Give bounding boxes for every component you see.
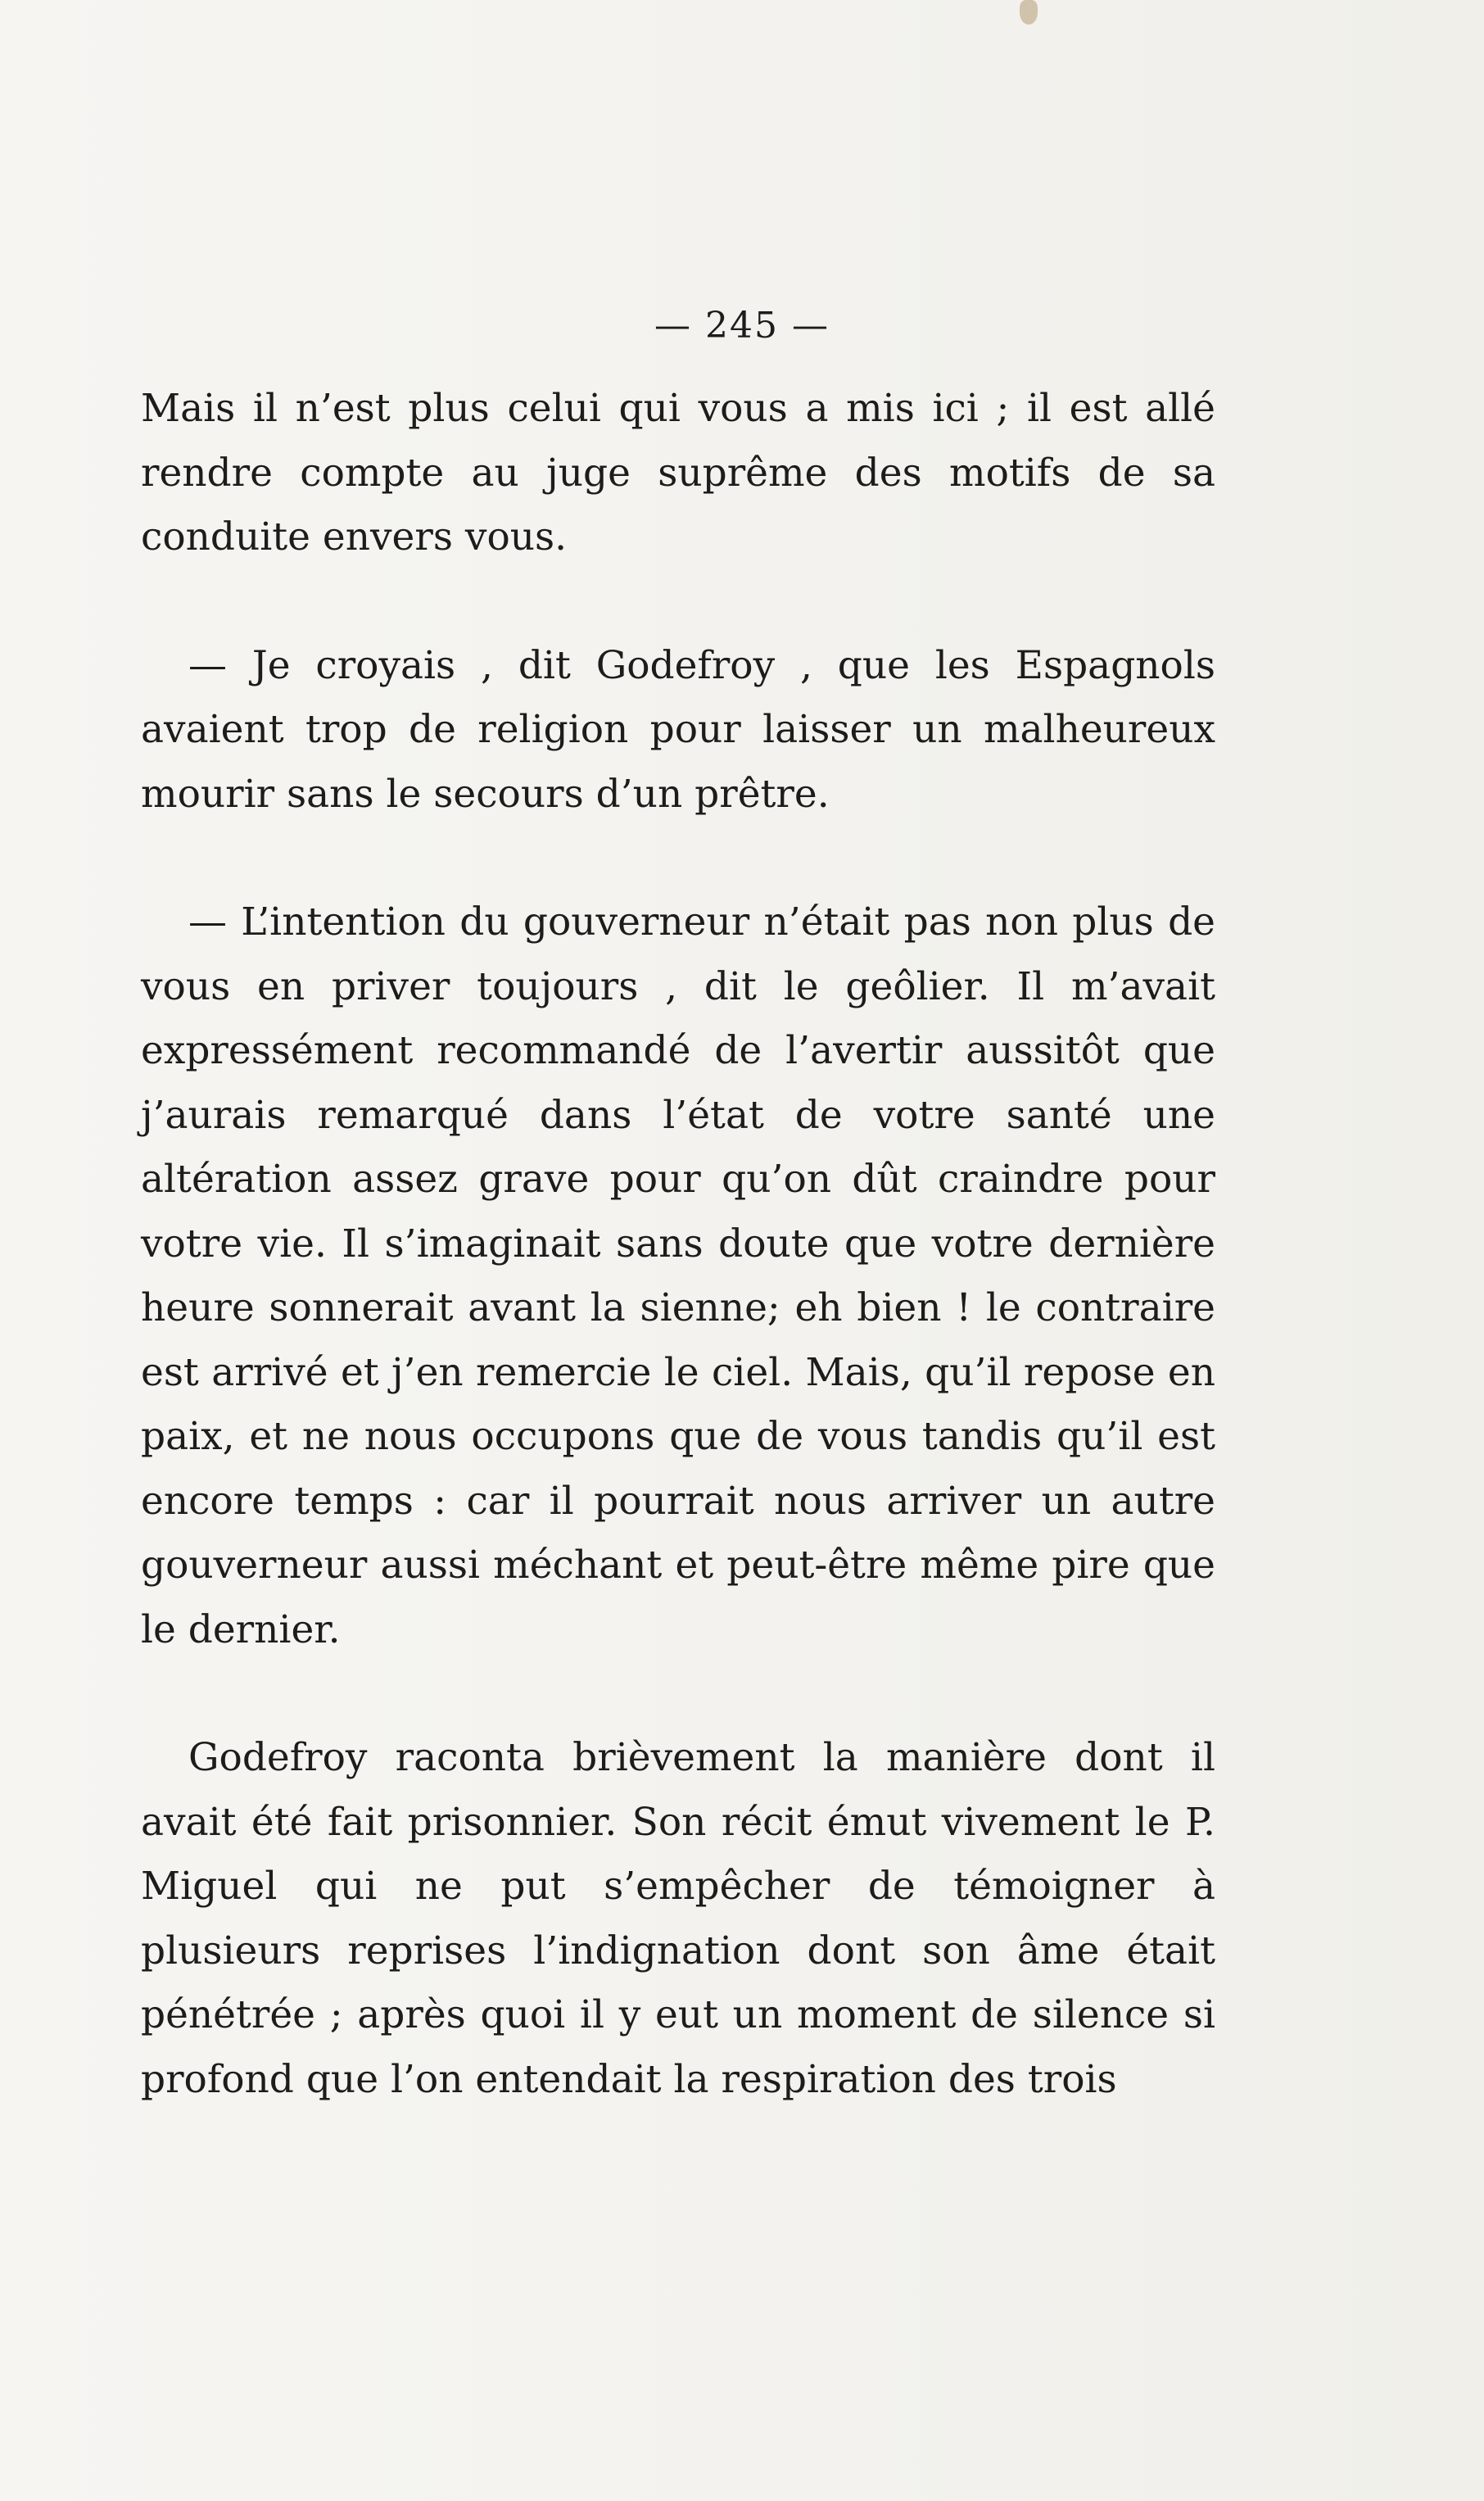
body-text (141, 377, 1215, 2112)
paragraph-2: — Je croyais , dit Godefroy , que les Espagnols avaient trop de religion pour laisser un malheureux mourir sans le secours d’un prêtre. (141, 642, 1215, 817)
paper-stain (1020, 0, 1038, 25)
page-number: — 245 — (654, 305, 830, 347)
paragraph-3: — L’intention du gouverneur n’était pas non plus de vous en priver toujours , dit le geôlier. Il m’avait expressément recommandé de l’avertir aussitôt que j’aurais remarqué dans l’état de votre santé une altération assez grave pour qu’on dût craindre pour votre vie. Il s’imaginait sans doute que votre dernière heure sonnerait avant la sienne; eh bien ! le contraire est arrivé et j’en remercie le ciel. Mais, qu’il repose en paix, et ne nous occupons que de vous tandis qu’il est encore temps : car il pourrait nous arriver un autre gouverneur aussi méchant et peut-être même pire que le dernier. (141, 899, 1215, 1652)
paragraph-4: Godefroy raconta brièvement la manière dont il avait été fait prisonnier. Son récit émut vivement le P. Miguel qui ne put s’empêcher de témoigner à plusieurs reprises l’indignation dont son âme était pénétrée ; après quoi il y eut un moment de silence si profond que l’on entendait la respiration des trois (141, 1735, 1215, 2102)
paragraph-1: Mais il n’est plus celui qui vous a mis ici ; il est allé rendre compte au juge suprême des motifs de sa conduite envers vous. (141, 386, 1215, 560)
